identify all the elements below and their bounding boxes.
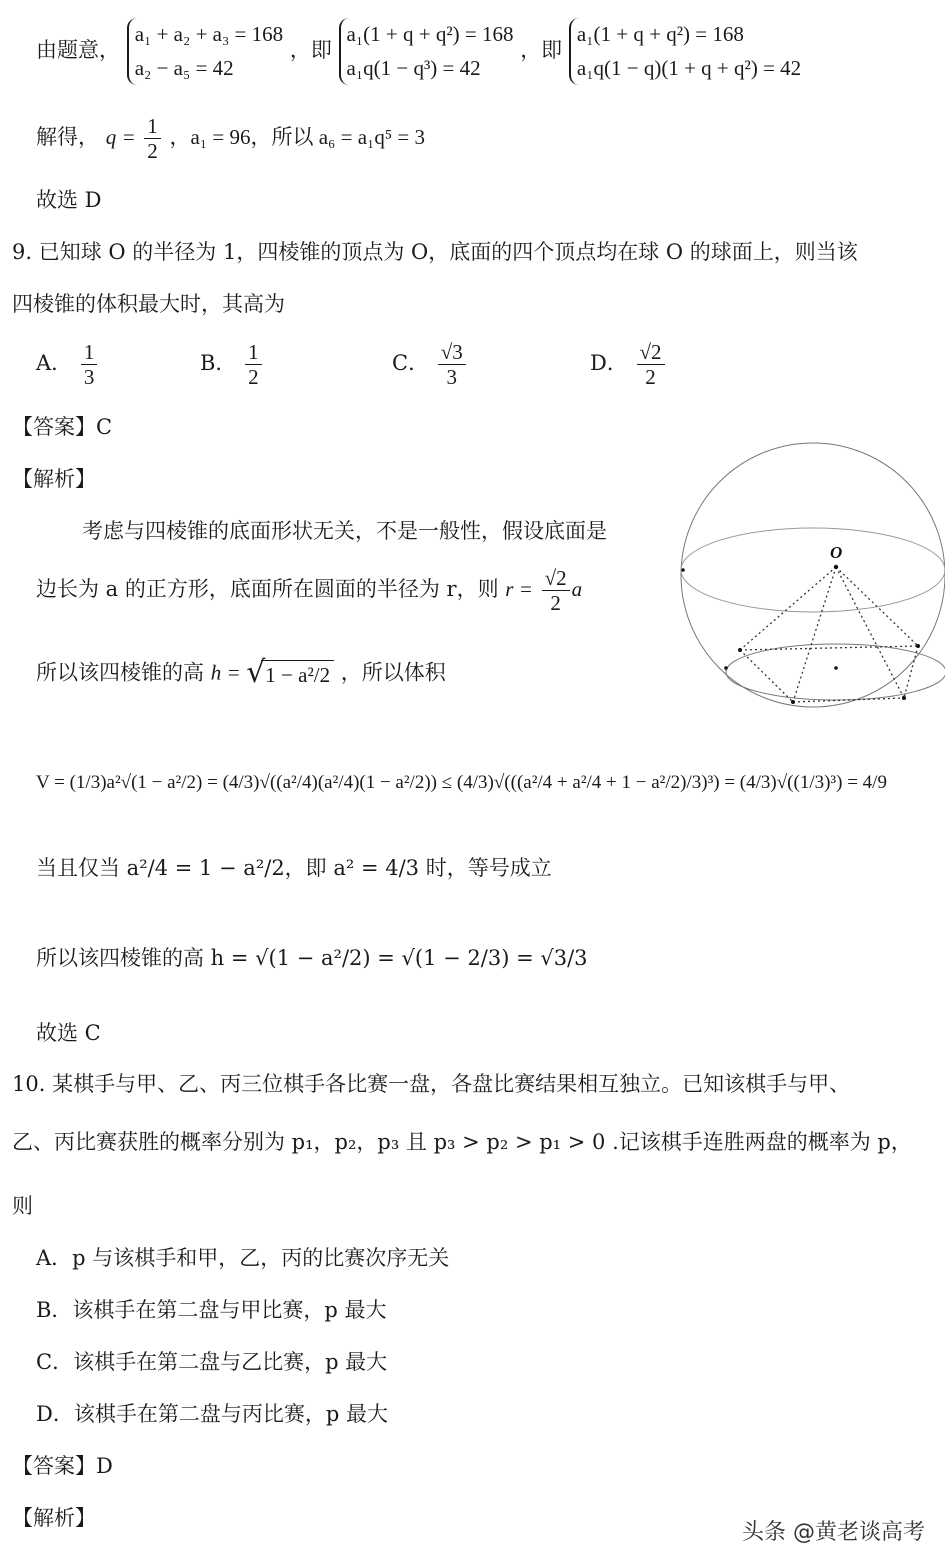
p8-system-line: 由题意， a₁ + a₂ + a₃ = 168 a₂ − a₅ = 42 ，即 a₁(1 + q + q²) = 168 a₁q(1 − q³) = 42 ，即 a₁(1 + q + q²) = 168 a₁q(1 − q)(1 + q + q²) = 42 bbox=[36, 18, 801, 85]
q9-stem-line1: 9. 已知球 O 的半径为 1，四棱锥的顶点为 O，底面的四个顶点均在球 O 的球面上，则当该 bbox=[12, 240, 858, 264]
q10-answer: 【答案】D bbox=[12, 1454, 113, 1478]
q10-stem-line3: 则 bbox=[12, 1194, 33, 1218]
q9-answer: 【答案】C bbox=[12, 415, 113, 439]
q9-conclusion: 故选 C bbox=[36, 1021, 101, 1045]
q9-option-c: C． $\frac{√3}{3}$ bbox=[392, 340, 468, 389]
q9-para3: 所以该四棱锥的高 h = √ 1 − a²/2 ，所以体积 bbox=[36, 660, 446, 688]
q9-stem-line2: 四棱锥的体积最大时，其高为 bbox=[12, 292, 285, 316]
q9-para2: 边长为 a 的正方形，底面所在圆面的半径为 r，则 r = $\frac{√2}{2}$ a bbox=[36, 566, 583, 616]
sphere-pyramid-figure bbox=[678, 410, 945, 740]
p8-conclusion: 故选 D bbox=[36, 188, 102, 212]
q10-option-b: B．该棋手在第二盘与甲比赛，p 最大 bbox=[36, 1298, 387, 1322]
vertex-points bbox=[681, 565, 920, 704]
q10-analysis-title: 【解析】 bbox=[12, 1506, 96, 1530]
q9-equality-condition: 当且仅当 a²/4 = 1 − a²/2，即 a² = 4/3 时，等号成立 bbox=[36, 856, 552, 880]
q9-option-a: A． $\frac{1}{3}$ bbox=[36, 340, 99, 389]
q10-option-a: A．p 与该棋手和甲，乙，丙的比赛次序无关 bbox=[36, 1246, 450, 1270]
p8-system-2: a₁(1 + q + q²) = 168 a₁q(1 − q³) = 42 bbox=[339, 18, 514, 85]
figure-label-o: O bbox=[830, 543, 843, 562]
p8-prefix: 由题意， bbox=[36, 38, 120, 63]
q10-option-c: C．该棋手在第二盘与乙比赛，p 最大 bbox=[36, 1350, 388, 1374]
watermark-text: 头条 @黄老谈高考 bbox=[742, 1520, 925, 1545]
q9-option-b: B． $\frac{1}{2}$ bbox=[200, 340, 264, 389]
p8-solution: 解得， q = $\frac{1}{2}$ ，a₁ = 96，所以 a₆ = a₁q⁵ = 3 bbox=[36, 114, 426, 164]
q9-volume-formula: V = (1/3)a²√(1 − a²/2) = (4/3)√((a²/4)(a²/4)(1 − a²/2)) ≤ (4/3)√(((a²/4 + a²/4 + 1 − a²/2)/3)³) = (4/3)√((1/3)³) = 4/9 bbox=[36, 772, 887, 793]
equator-ellipse bbox=[681, 528, 945, 612]
q9-analysis-title: 【解析】 bbox=[12, 467, 96, 491]
q9-height-result: 所以该四棱锥的高 h = √(1 − a²/2) = √(1 − 2/3) = √3/3 bbox=[36, 946, 588, 970]
p8-system-1: a₁ + a₂ + a₃ = 168 a₂ − a₅ = 42 bbox=[127, 18, 283, 85]
q10-option-d: D．该棋手在第二盘与丙比赛，p 最大 bbox=[36, 1402, 388, 1426]
q10-stem-line1: 10. 某棋手与甲、乙、丙三位棋手各比赛一盘，各盘比赛结果相互独立。已知该棋手与甲、 bbox=[12, 1072, 851, 1096]
q9-para1: 考虑与四棱锥的底面形状无关，不是一般性，假设底面是 bbox=[82, 519, 607, 543]
q9-option-d: D． $\frac{√2}{2}$ bbox=[590, 340, 667, 389]
base-circle bbox=[726, 644, 945, 700]
q10-stem-line2: 乙、丙比赛获胜的概率分别为 p₁，p₂，p₃ 且 p₃ > p₂ > p₁ > 0 .记该棋手连胜两盘的概率为 p， bbox=[12, 1130, 912, 1154]
sphere-outline bbox=[681, 443, 945, 707]
fraction: $\frac{1}{2}$ bbox=[144, 114, 161, 163]
p8-system-3: a₁(1 + q + q²) = 168 a₁q(1 − q)(1 + q + q²) = 42 bbox=[569, 18, 801, 85]
